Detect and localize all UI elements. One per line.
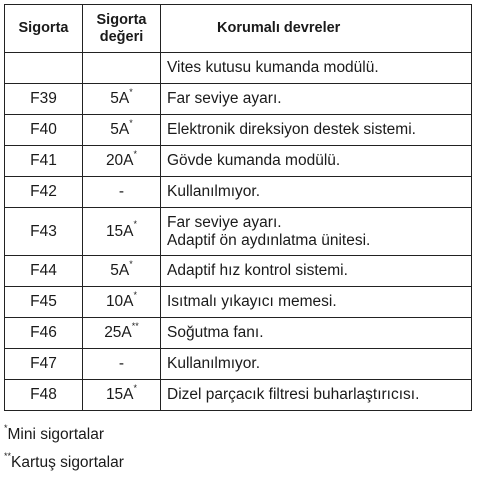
protected-circuits — [161, 256, 472, 287]
fuse-id — [5, 53, 83, 84]
header-fuse: Sigorta — [5, 5, 83, 53]
table-body — [5, 53, 472, 411]
fuse-id: F44 — [5, 256, 83, 287]
fuse-rating — [83, 256, 161, 287]
protected-circuits — [161, 115, 472, 146]
table-row — [5, 256, 472, 287]
footnote-cartridge: **Kartuş sigortalar — [4, 450, 124, 471]
circuit-line: Adaptif hız kontrol sistemi. — [167, 262, 348, 279]
circuit-line: Isıtmalı yıkayıcı memesi. — [167, 293, 337, 310]
fuse-rating — [83, 53, 161, 84]
table-header-row — [5, 5, 472, 53]
rating-value: 15A — [105, 222, 134, 240]
rating-value: 25A — [104, 324, 132, 341]
circuit-line: Soğutma fanı. — [167, 324, 264, 341]
table-row — [5, 53, 472, 84]
rating-footnote-mark: * — [133, 382, 138, 393]
rating-value: 20A — [105, 152, 134, 169]
rating-value: 5A — [110, 90, 130, 107]
table-row — [5, 146, 472, 177]
protected-circuits — [161, 53, 472, 84]
fuse-id: F47 — [5, 349, 83, 380]
fuse-rating — [83, 380, 161, 411]
fuse-id: F40 — [5, 115, 83, 146]
circuit-line: Kullanılmıyor. — [167, 355, 261, 372]
rating-footnote-mark: * — [133, 148, 138, 159]
rating-value: - — [118, 355, 125, 372]
fuse-rating — [83, 318, 161, 349]
table-row — [5, 349, 472, 380]
rating-footnote-mark: ** — [131, 320, 139, 331]
circuit-line: Elektronik direksiyon destek sistemi. — [167, 121, 416, 138]
protected-circuits — [161, 177, 472, 208]
protected-circuits — [161, 208, 472, 256]
protected-circuits — [161, 287, 472, 318]
fuse-table — [4, 4, 472, 411]
fuse-rating — [83, 84, 161, 115]
fuse-id: F48 — [5, 380, 83, 411]
circuit-line: Kullanılmıyor. — [167, 183, 261, 200]
rating-footnote-mark: * — [133, 289, 138, 300]
fuse-id: F43 — [5, 208, 83, 256]
table-row — [5, 177, 472, 208]
rating-value: 15A — [105, 386, 134, 403]
rating-value: 5A — [110, 121, 130, 138]
rating-footnote-mark: * — [129, 258, 133, 269]
fuse-rating — [83, 146, 161, 177]
circuit-line: Dizel parçacık filtresi buharlaştırıcısı. — [167, 386, 420, 403]
circuit-line: Far seviye ayarı. — [167, 213, 282, 231]
protected-circuits — [161, 84, 472, 115]
circuit-line: Adaptif ön aydınlatma ünitesi. — [167, 231, 371, 249]
footnotes — [4, 422, 124, 482]
table-row — [5, 318, 472, 349]
table-row — [5, 287, 472, 318]
fuse-id: F41 — [5, 146, 83, 177]
rating-footnote-mark: * — [129, 86, 133, 97]
rating-value: 10A — [105, 293, 134, 310]
fuse-id: F45 — [5, 287, 83, 318]
table-row — [5, 84, 472, 115]
fuse-id: F42 — [5, 177, 83, 208]
table-row — [5, 380, 472, 411]
footnote-mini: *Mini sigortalar — [4, 422, 104, 443]
protected-circuits — [161, 318, 472, 349]
rating-footnote-mark: * — [133, 219, 138, 230]
circuit-line: Vites kutusu kumanda modülü. — [167, 59, 379, 76]
header-rating: Sigorta değeri — [83, 5, 161, 53]
rating-value: - — [118, 183, 125, 200]
header-circuits: Korumalı devreler — [161, 5, 472, 53]
table-row — [5, 208, 472, 256]
protected-circuits — [161, 349, 472, 380]
fuse-id: F39 — [5, 84, 83, 115]
protected-circuits — [161, 146, 472, 177]
fuse-rating — [83, 208, 161, 256]
fuse-id: F46 — [5, 318, 83, 349]
fuse-rating — [83, 177, 161, 208]
protected-circuits — [161, 380, 472, 411]
rating-value: 5A — [110, 262, 130, 279]
circuit-line: Gövde kumanda modülü. — [167, 152, 341, 169]
fuse-rating — [83, 349, 161, 380]
circuit-line: Far seviye ayarı. — [167, 90, 282, 107]
table-row — [5, 115, 472, 146]
fuse-rating — [83, 287, 161, 318]
rating-footnote-mark: * — [129, 117, 133, 128]
fuse-rating — [83, 115, 161, 146]
